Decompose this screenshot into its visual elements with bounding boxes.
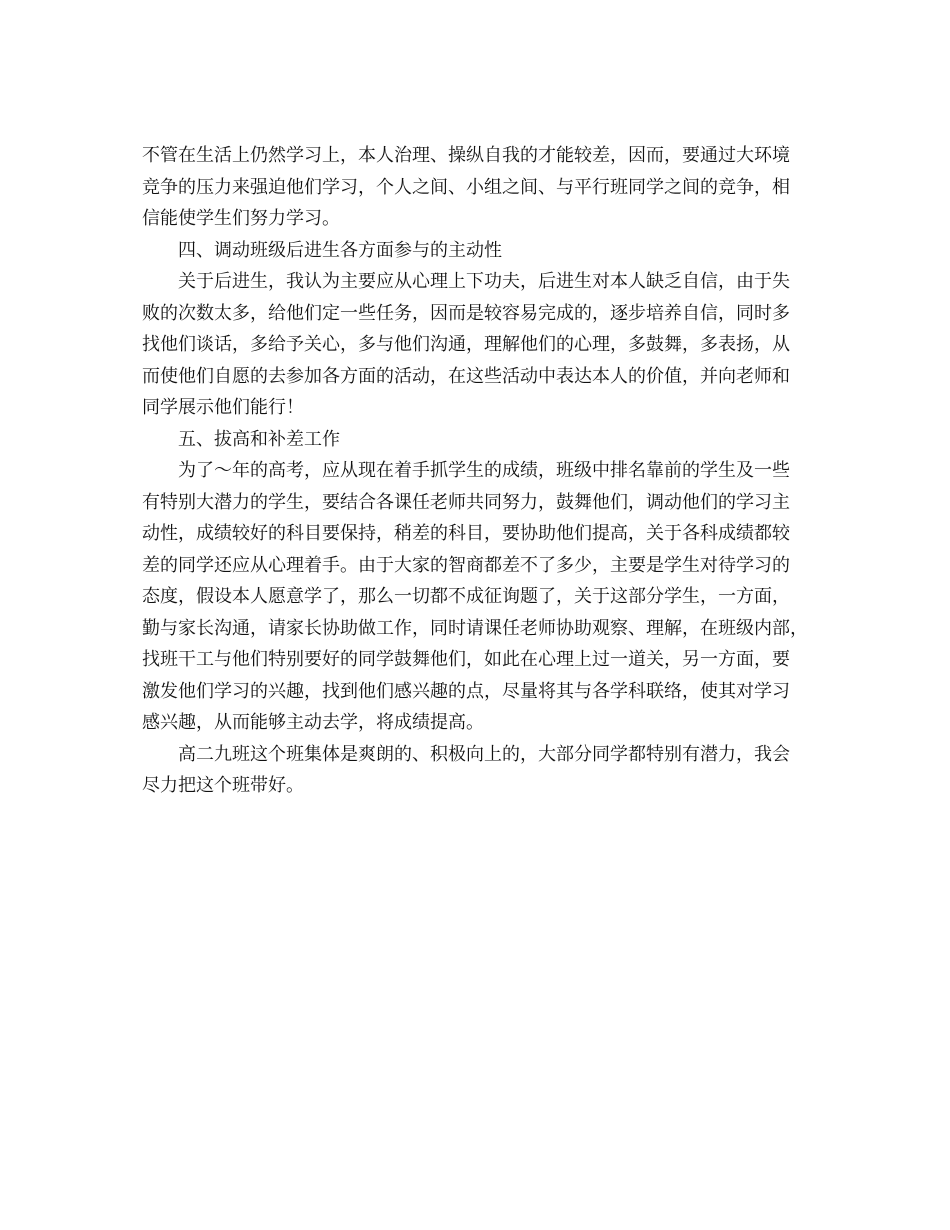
paragraph-line: 有特别大潜力的学生，要结合各课任老师共同努力，鼓舞他们，调动他们的学习主 bbox=[142, 491, 790, 513]
paragraph-line: 差的同学还应从心理着手。由于大家的智商都差不了多少，主要是学生对待学习的 bbox=[142, 554, 790, 576]
paragraph-line: 不管在生活上仍然学习上，本人治理、操纵自我的才能较差，因而，要通过大环境 bbox=[142, 145, 790, 166]
paragraph-line: 关于后进生，我认为主要应从心理上下功夫，后进生对本人缺乏自信，由于失 bbox=[178, 271, 790, 292]
paragraph-line: 找他们谈话，多给予关心，多与他们沟通，理解他们的心理，多鼓舞，多表扬，从 bbox=[142, 334, 790, 355]
section-heading: 四、调动班级后进生各方面参与的主动性 bbox=[178, 239, 502, 261]
paragraph-line: 找班干工与他们特别要好的同学鼓舞他们，如此在心理上过一道关，另一方面，要 bbox=[142, 649, 790, 670]
paragraph-line: 为了～年的高考，应从现在着手抓学生的成绩，班级中排名靠前的学生及一些 bbox=[178, 460, 790, 481]
paragraph-line: 败的次数太多，给他们定一些任务，因而是较容易完成的，逐步培养自信，同时多 bbox=[142, 302, 790, 324]
paragraph-line: 动性，成绩较好的科目要保持，稍差的科目，要协助他们提高，关于各科成绩都较 bbox=[142, 523, 790, 544]
section-heading: 五、拔高和补差工作 bbox=[178, 428, 340, 450]
paragraph-line: 态度，假设本人愿意学了，那么一切都不成征询题了，关于这部分学生，一方面， bbox=[142, 586, 790, 607]
paragraph-line: 竞争的压力来强迫他们学习，个人之间、小组之间、与平行班同学之间的竞争，相 bbox=[142, 176, 790, 198]
paragraph-line: 信能使学生们努力学习。 bbox=[142, 208, 340, 229]
document-body bbox=[142, 140, 812, 802]
paragraph-line: 而使他们自愿的去参加各方面的活动，在这些活动中表达本人的价值，并向老师和 bbox=[142, 365, 790, 387]
paragraph-line: 激发他们学习的兴趣，找到他们感兴趣的点，尽量将其与各学科联络，使其对学习 bbox=[142, 680, 790, 702]
paragraph-line: 高二九班这个班集体是爽朗的、积极向上的，大部分同学都特别有潜力，我会 bbox=[178, 743, 790, 765]
paragraph-line: 感兴趣，从而能够主动去学，将成绩提高。 bbox=[142, 712, 484, 733]
paragraph-line: 勤与家长沟通，请家长协助做工作，同时请课任老师协助观察、理解，在班级内部， bbox=[142, 617, 808, 639]
paragraph-line: 尽力把这个班带好。 bbox=[142, 775, 304, 796]
paragraph-line: 同学展示他们能行！ bbox=[142, 397, 304, 418]
